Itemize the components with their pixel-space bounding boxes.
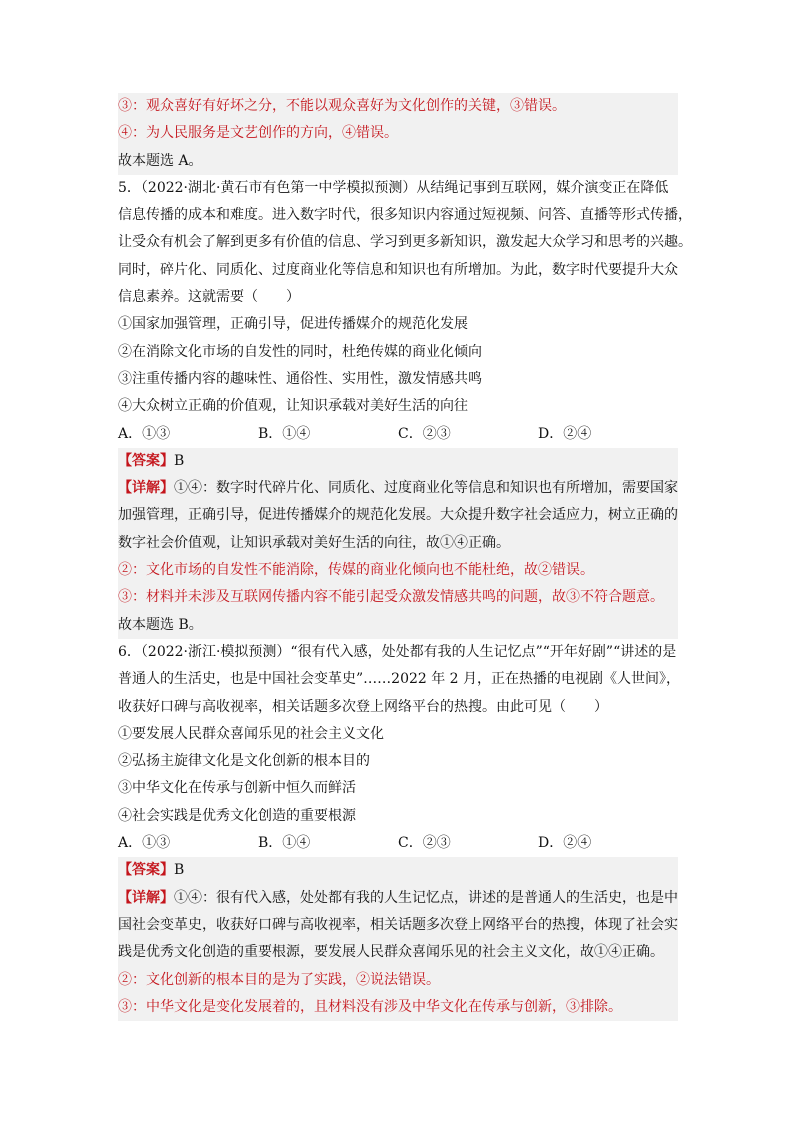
detail-label: 【详解】 <box>118 480 174 497</box>
question-stem-line: 同时，碎片化、同质化、过度商业化等信息和知识也有所增加。为此，数字时代要提升大众 <box>118 261 678 278</box>
answer-value: B <box>174 862 185 879</box>
question-stem-line: 6．（2022·浙江·模拟预测）“很有代入感，处处都有我的人生记忆点”“开年好剧”“讲述的是 <box>118 643 677 660</box>
question-5 <box>118 175 692 639</box>
answer-label: 【答案】 <box>118 862 174 879</box>
detail-line: 践是优秀文化创造的重要根源，要发展人民群众喜闻乐见的社会主义文化，故①④正确。 <box>118 939 678 966</box>
statement-item: ②在消除文化市场的自发性的同时，杜绝传媒的商业化倾向 <box>118 343 482 360</box>
statement-item: ①国家加强管理，正确引导，促进传播媒介的规范化发展 <box>118 316 468 333</box>
detail-text: ①④：很有代入感，处处都有我的人生记忆点，讲述的是普通人的生活史，也是中 <box>174 889 678 906</box>
question-stem-line: 信息素养。这就需要（ ） <box>118 289 300 306</box>
conclusion-line: 故本题选 B。 <box>118 612 678 639</box>
statement-item: ①要发展人民群众喜闻乐见的社会主义文化 <box>118 725 384 742</box>
option-b: B．①④ <box>258 425 311 442</box>
analysis-line: ③：中华文化是变化发展着的，且材料没有涉及中华文化在传承与创新，③排除。 <box>118 994 678 1021</box>
option-d: D．②④ <box>538 835 592 852</box>
detail-line <box>118 475 678 502</box>
answer-value: B <box>174 452 185 469</box>
question-stem-line: 收获好口碑与高收视率，相关话题多次登上网络平台的热搜。由此可见（ ） <box>118 698 608 715</box>
analysis-line: ③：材料并未涉及互联网传播内容不能引起受众激发情感共鸣的问题，故③不符合题意。 <box>118 584 678 611</box>
statement-item: ③注重传播内容的趣味性、通俗性、实用性，激发情感共鸣 <box>118 370 482 387</box>
option-b: B．①④ <box>258 835 311 852</box>
option-a: A．①③ <box>118 835 171 852</box>
question-6 <box>118 639 681 1021</box>
option-d: D．②④ <box>538 425 592 442</box>
detail-line: 国社会变革史，收获好口碑与高收视率，相关话题多次登上网络平台的热搜，体现了社会实 <box>118 912 678 939</box>
option-c: C．②③ <box>398 835 451 852</box>
answer-label: 【答案】 <box>118 452 174 469</box>
analysis-line: ②：文化创新的根本目的是为了实践，②说法错误。 <box>118 967 678 994</box>
detail-label: 【详解】 <box>118 889 174 906</box>
analysis-line: ④：为人民服务是文艺创作的方向，④错误。 <box>118 120 678 147</box>
detail-line: 加强管理，正确引导，促进传播媒介的规范化发展。大众提升数字社会适应力，树立正确的 <box>118 502 678 529</box>
question-stem-line: 信息传播的成本和难度。进入数字时代，很多知识内容通过短视频、问答、直播等形式传播， <box>118 207 692 224</box>
answer-options <box>118 830 678 857</box>
document-page <box>118 93 692 1021</box>
answer-options <box>118 421 678 448</box>
analysis-line: ②：文化市场的自发性不能消除，传媒的商业化倾向也不能杜绝，故②错误。 <box>118 557 678 584</box>
question-stem-line: 让受众有机会了解到更多有价值的信息、学习到更多新知识，激发起大众学习和思考的兴趣。 <box>118 234 692 251</box>
question-stem-line: 5．（2022·湖北·黄石市有色第一中学模拟预测）从结绳记事到互联网，媒介演变正在降低 <box>118 179 669 196</box>
conclusion-line: 故本题选 A。 <box>118 148 678 175</box>
option-a: A．①③ <box>118 425 171 442</box>
answer-line <box>118 448 678 475</box>
detail-line <box>118 885 678 912</box>
statement-item: ④大众树立正确的价值观，让知识承载对美好生活的向往 <box>118 398 468 415</box>
detail-line: 数字社会价值观，让知识承载对美好生活的向往，故①④正确。 <box>118 530 678 557</box>
statement-item: ④社会实践是优秀文化创造的重要根源 <box>118 807 356 824</box>
statement-item: ③中华文化在传承与创新中恒久而鲜活 <box>118 780 356 797</box>
statement-item: ②弘扬主旋律文化是文化创新的根本目的 <box>118 753 370 770</box>
detail-text: ①④：数字时代碎片化、同质化、过度商业化等信息和知识也有所增加，需要国家 <box>174 480 678 497</box>
question-stem-line: 普通人的生活史，也是中国社会变革史”……2022 年 2 月，正在热播的电视剧《人世间》， <box>118 671 681 688</box>
analysis-line: ③：观众喜好有好坏之分，不能以观众喜好为文化创作的关键，③错误。 <box>118 93 678 120</box>
answer-line <box>118 857 678 884</box>
option-c: C．②③ <box>398 425 451 442</box>
